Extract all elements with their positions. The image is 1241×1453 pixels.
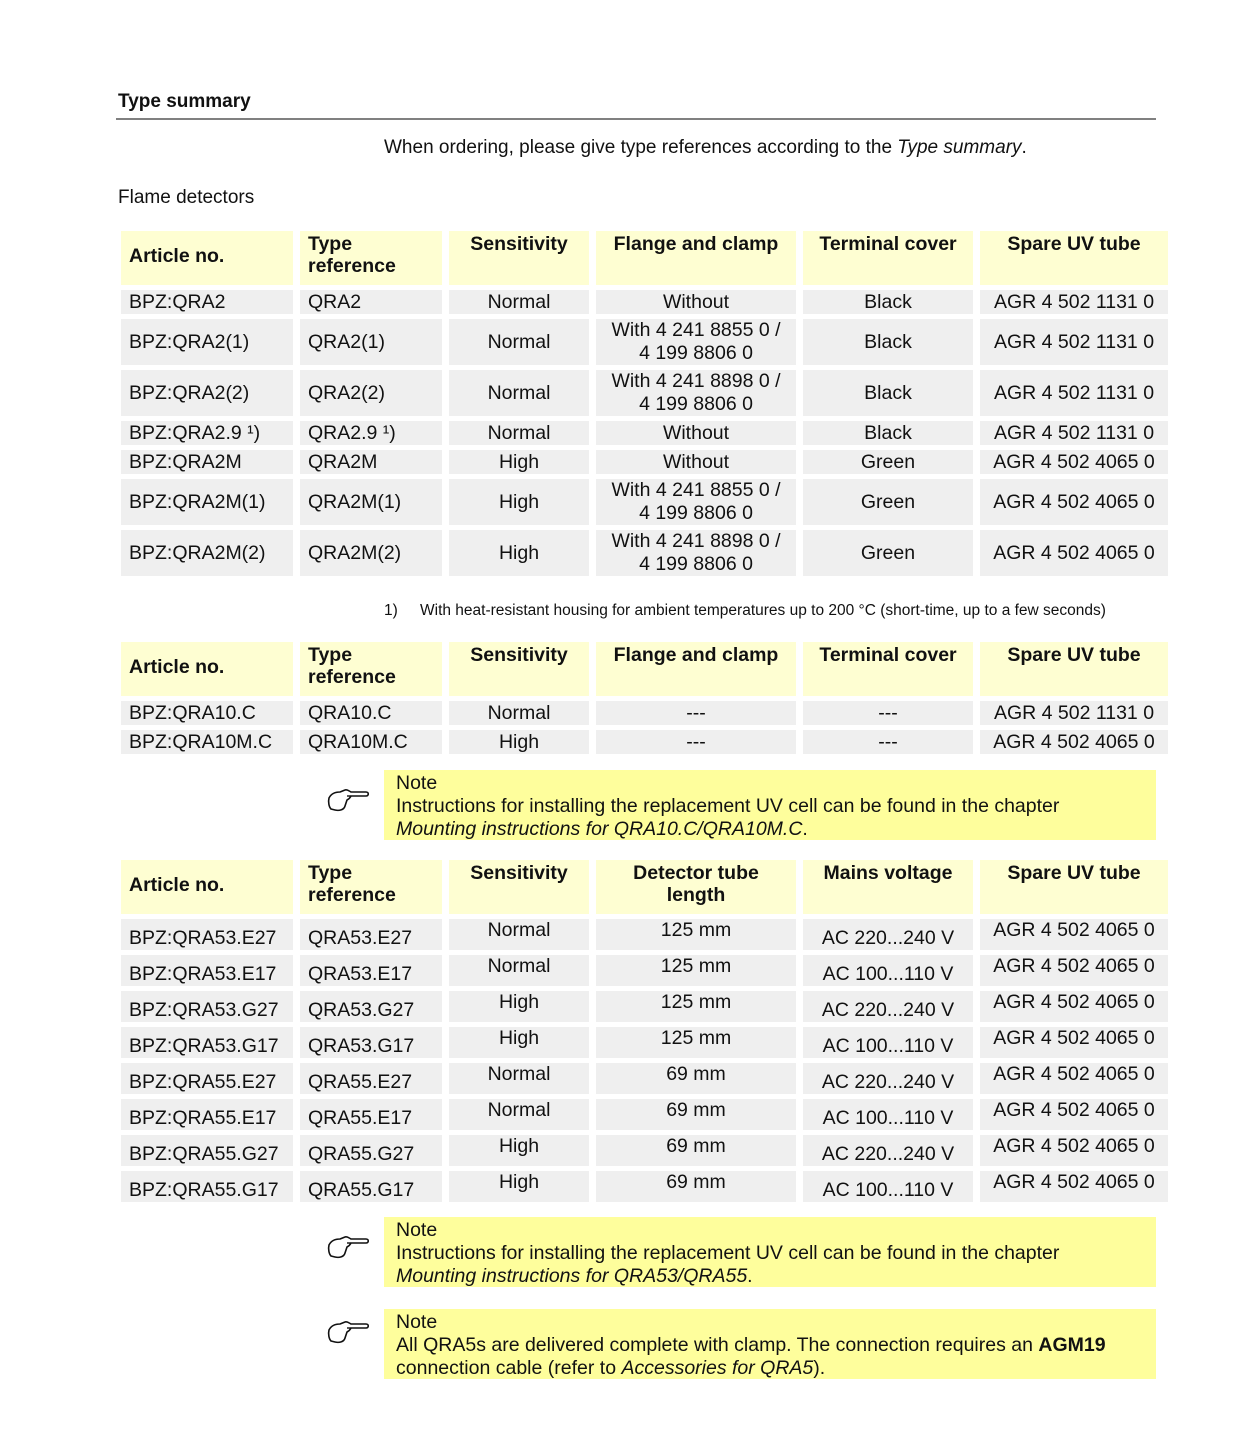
cell-mains-voltage: AC 220...240 V [803, 991, 973, 1022]
cell-tube-length: 125 mm [596, 955, 796, 986]
table-row [121, 730, 1168, 754]
cell-mains-voltage: AC 100...110 V [803, 1099, 973, 1130]
note-cable-name: AGM19 [1038, 1334, 1106, 1356]
cell-type-reference: QRA2 [300, 290, 442, 314]
table-qra5x [114, 855, 1175, 1207]
note-chapter-link: Mounting instructions for QRA10.C/QRA10M.C [396, 818, 803, 840]
cell-sensitivity: Normal [449, 370, 589, 416]
cell-flange-clamp: --- [596, 730, 796, 754]
cell-sensitivity: High [449, 730, 589, 754]
note-chapter-link: Accessories for QRA5 [621, 1357, 814, 1379]
cell-sensitivity: High [449, 450, 589, 474]
cell-spare-uv-tube: AGR 4 502 4065 0 [980, 450, 1168, 474]
cell-terminal-cover: Black [803, 370, 973, 416]
cell-mains-voltage: AC 100...110 V [803, 1171, 973, 1202]
cell-sensitivity: High [449, 1171, 589, 1202]
cell-tube-length: 125 mm [596, 991, 796, 1022]
cell-spare-uv-tube: AGR 4 502 1131 0 [980, 319, 1168, 365]
cell-sensitivity: Normal [449, 319, 589, 365]
cell-tube-length: 69 mm [596, 1135, 796, 1166]
note-reference [396, 818, 1144, 841]
cell-type-reference: QRA55.G27 [300, 1135, 442, 1166]
table-row [121, 1135, 1168, 1166]
table-row [121, 991, 1168, 1022]
cell-article-no: BPZ:QRA2M [121, 450, 293, 474]
table-qra10 [114, 637, 1175, 759]
table-row [121, 919, 1168, 950]
cell-terminal-cover: Black [803, 290, 973, 314]
cell-type-reference: QRA53.G27 [300, 991, 442, 1022]
cell-sensitivity: High [449, 991, 589, 1022]
cell-article-no: BPZ:QRA2 [121, 290, 293, 314]
table-row [121, 450, 1168, 474]
cell-sensitivity: High [449, 530, 589, 576]
cell-type-reference: QRA55.E17 [300, 1099, 442, 1130]
cell-spare-uv-tube: AGR 4 502 4065 0 [980, 1135, 1168, 1166]
cell-type-reference: QRA53.G17 [300, 1027, 442, 1058]
table-row [121, 1063, 1168, 1094]
cell-article-no: BPZ:QRA55.E17 [121, 1099, 293, 1130]
cell-article-no: BPZ:QRA53.G17 [121, 1027, 293, 1058]
cell-spare-uv-tube: AGR 4 502 4065 0 [980, 991, 1168, 1022]
column-header: Article no. [121, 860, 293, 914]
table-row [121, 701, 1168, 725]
column-header: Sensitivity [449, 860, 589, 914]
cell-article-no: BPZ:QRA53.G27 [121, 991, 293, 1022]
cell-mains-voltage: AC 220...240 V [803, 1135, 973, 1166]
cell-type-reference: QRA2.9 ¹) [300, 421, 442, 445]
cell-flange-clamp: With 4 241 8898 0 / 4 199 8806 0 [596, 370, 796, 416]
table-row [121, 955, 1168, 986]
column-header: Type reference [300, 642, 442, 696]
cell-type-reference: QRA2M(2) [300, 530, 442, 576]
cell-article-no: BPZ:QRA2.9 ¹) [121, 421, 293, 445]
cell-article-no: BPZ:QRA2M(1) [121, 479, 293, 525]
cell-type-reference: QRA53.E17 [300, 955, 442, 986]
table-row [121, 421, 1168, 445]
cell-spare-uv-tube: AGR 4 502 4065 0 [980, 479, 1168, 525]
pointing-hand-icon [325, 1318, 371, 1348]
cell-type-reference: QRA2(1) [300, 319, 442, 365]
cell-type-reference: QRA55.G17 [300, 1171, 442, 1202]
footnote-number: 1) [384, 602, 398, 619]
cell-spare-uv-tube: AGR 4 502 1131 0 [980, 701, 1168, 725]
subheading-flame-detectors: Flame detectors [118, 187, 255, 208]
table-header-row [121, 231, 1168, 285]
note-box [384, 770, 1156, 840]
column-header: Spare UV tube [980, 642, 1168, 696]
cell-sensitivity: Normal [449, 1063, 589, 1094]
note-text [396, 1334, 1144, 1357]
column-header: Sensitivity [449, 642, 589, 696]
cell-tube-length: 125 mm [596, 1027, 796, 1058]
intro-text [384, 137, 1027, 159]
table-row [121, 1099, 1168, 1130]
column-header: Spare UV tube [980, 231, 1168, 285]
cell-sensitivity: Normal [449, 701, 589, 725]
cell-flange-clamp: Without [596, 450, 796, 474]
cell-sensitivity: Normal [449, 955, 589, 986]
column-header: Article no. [121, 642, 293, 696]
cell-tube-length: 69 mm [596, 1063, 796, 1094]
cell-terminal-cover: Green [803, 530, 973, 576]
cell-article-no: BPZ:QRA53.E17 [121, 955, 293, 986]
column-header: Terminal cover [803, 642, 973, 696]
table-row [121, 1171, 1168, 1202]
cell-article-no: BPZ:QRA2(2) [121, 370, 293, 416]
cell-sensitivity: High [449, 1027, 589, 1058]
cell-flange-clamp: With 4 241 8855 0 / 4 199 8806 0 [596, 319, 796, 365]
cell-type-reference: QRA2(2) [300, 370, 442, 416]
note-text-main: All QRA5s are delivered complete with clamp. The connection requires an [396, 1334, 1039, 1356]
cell-spare-uv-tube: AGR 4 502 4065 0 [980, 1027, 1168, 1058]
note-box [384, 1217, 1156, 1287]
cell-terminal-cover: --- [803, 701, 973, 725]
cell-article-no: BPZ:QRA55.E27 [121, 1063, 293, 1094]
note-text-line2 [396, 1357, 1144, 1380]
cell-type-reference: QRA10M.C [300, 730, 442, 754]
cell-mains-voltage: AC 100...110 V [803, 1027, 973, 1058]
cell-spare-uv-tube: AGR 4 502 4065 0 [980, 955, 1168, 986]
cell-spare-uv-tube: AGR 4 502 4065 0 [980, 530, 1168, 576]
note-title: Note [396, 1219, 438, 1241]
cell-type-reference: QRA10.C [300, 701, 442, 725]
cell-mains-voltage: AC 100...110 V [803, 955, 973, 986]
cell-spare-uv-tube: AGR 4 502 1131 0 [980, 421, 1168, 445]
cell-terminal-cover: Green [803, 479, 973, 525]
footnote [384, 602, 1106, 620]
cell-spare-uv-tube: AGR 4 502 1131 0 [980, 370, 1168, 416]
column-header: Type reference [300, 231, 442, 285]
note-text: Instructions for installing the replacement UV cell can be found in the chapter [396, 1242, 1060, 1264]
column-header: Terminal cover [803, 231, 973, 285]
column-header: Mains voltage [803, 860, 973, 914]
table-row [121, 530, 1168, 576]
cell-article-no: BPZ:QRA2(1) [121, 319, 293, 365]
cell-spare-uv-tube: AGR 4 502 1131 0 [980, 290, 1168, 314]
note-text: Instructions for installing the replacement UV cell can be found in the chapter [396, 795, 1060, 817]
note-punct: . [802, 818, 808, 840]
column-header: Spare UV tube [980, 860, 1168, 914]
table-header-row [121, 860, 1168, 914]
cell-sensitivity: High [449, 479, 589, 525]
cell-spare-uv-tube: AGR 4 502 4065 0 [980, 919, 1168, 950]
section-title: Type summary [118, 91, 251, 112]
cell-spare-uv-tube: AGR 4 502 4065 0 [980, 730, 1168, 754]
cell-terminal-cover: Black [803, 421, 973, 445]
column-header: Article no. [121, 231, 293, 285]
table-row [121, 370, 1168, 416]
column-header: Sensitivity [449, 231, 589, 285]
cell-article-no: BPZ:QRA10.C [121, 701, 293, 725]
note-chapter-link: Mounting instructions for QRA53/QRA55 [396, 1265, 748, 1287]
cell-flange-clamp: Without [596, 290, 796, 314]
pointing-hand-icon [325, 1233, 371, 1263]
note-punct: . [747, 1265, 753, 1287]
cell-flange-clamp: With 4 241 8898 0 / 4 199 8806 0 [596, 530, 796, 576]
cell-terminal-cover: Black [803, 319, 973, 365]
cell-terminal-cover: Green [803, 450, 973, 474]
note-punct: ). [813, 1357, 826, 1379]
cell-sensitivity: Normal [449, 290, 589, 314]
table-row [121, 319, 1168, 365]
cell-flange-clamp: Without [596, 421, 796, 445]
cell-article-no: BPZ:QRA55.G27 [121, 1135, 293, 1166]
cell-terminal-cover: --- [803, 730, 973, 754]
cell-article-no: BPZ:QRA10M.C [121, 730, 293, 754]
note-box [384, 1309, 1156, 1379]
intro-text-end: . [1021, 137, 1027, 158]
cell-sensitivity: High [449, 1135, 589, 1166]
cell-type-reference: QRA55.E27 [300, 1063, 442, 1094]
section-rule [116, 118, 1156, 120]
note-reference [396, 1265, 1144, 1288]
intro-text-main: When ordering, please give type references according to the [384, 137, 898, 158]
cell-article-no: BPZ:QRA53.E27 [121, 919, 293, 950]
cell-spare-uv-tube: AGR 4 502 4065 0 [980, 1063, 1168, 1094]
cell-flange-clamp: With 4 241 8855 0 / 4 199 8806 0 [596, 479, 796, 525]
cell-type-reference: QRA2M [300, 450, 442, 474]
cell-mains-voltage: AC 220...240 V [803, 1063, 973, 1094]
note-text-cont: connection cable (refer to [396, 1357, 622, 1379]
cell-mains-voltage: AC 220...240 V [803, 919, 973, 950]
table-qra2 [114, 226, 1175, 581]
column-header: Flange and clamp [596, 231, 796, 285]
cell-tube-length: 69 mm [596, 1099, 796, 1130]
cell-tube-length: 69 mm [596, 1171, 796, 1202]
cell-spare-uv-tube: AGR 4 502 4065 0 [980, 1171, 1168, 1202]
pointing-hand-icon [325, 786, 371, 816]
table-header-row [121, 642, 1168, 696]
cell-article-no: BPZ:QRA55.G17 [121, 1171, 293, 1202]
footnote-text: With heat-resistant housing for ambient temperatures up to 200 °C (short-time, up to a few seconds) [420, 602, 1106, 619]
column-header: Type reference [300, 860, 442, 914]
intro-text-italic: Type summary [897, 137, 1022, 158]
table-row [121, 1027, 1168, 1058]
cell-type-reference: QRA53.E27 [300, 919, 442, 950]
cell-flange-clamp: --- [596, 701, 796, 725]
cell-sensitivity: Normal [449, 919, 589, 950]
note-title: Note [396, 772, 438, 794]
cell-sensitivity: Normal [449, 421, 589, 445]
column-header: Flange and clamp [596, 642, 796, 696]
cell-type-reference: QRA2M(1) [300, 479, 442, 525]
cell-sensitivity: Normal [449, 1099, 589, 1130]
table-row [121, 479, 1168, 525]
table-row [121, 290, 1168, 314]
cell-spare-uv-tube: AGR 4 502 4065 0 [980, 1099, 1168, 1130]
cell-tube-length: 125 mm [596, 919, 796, 950]
note-title: Note [396, 1311, 438, 1333]
cell-article-no: BPZ:QRA2M(2) [121, 530, 293, 576]
column-header: Detector tube length [596, 860, 796, 914]
